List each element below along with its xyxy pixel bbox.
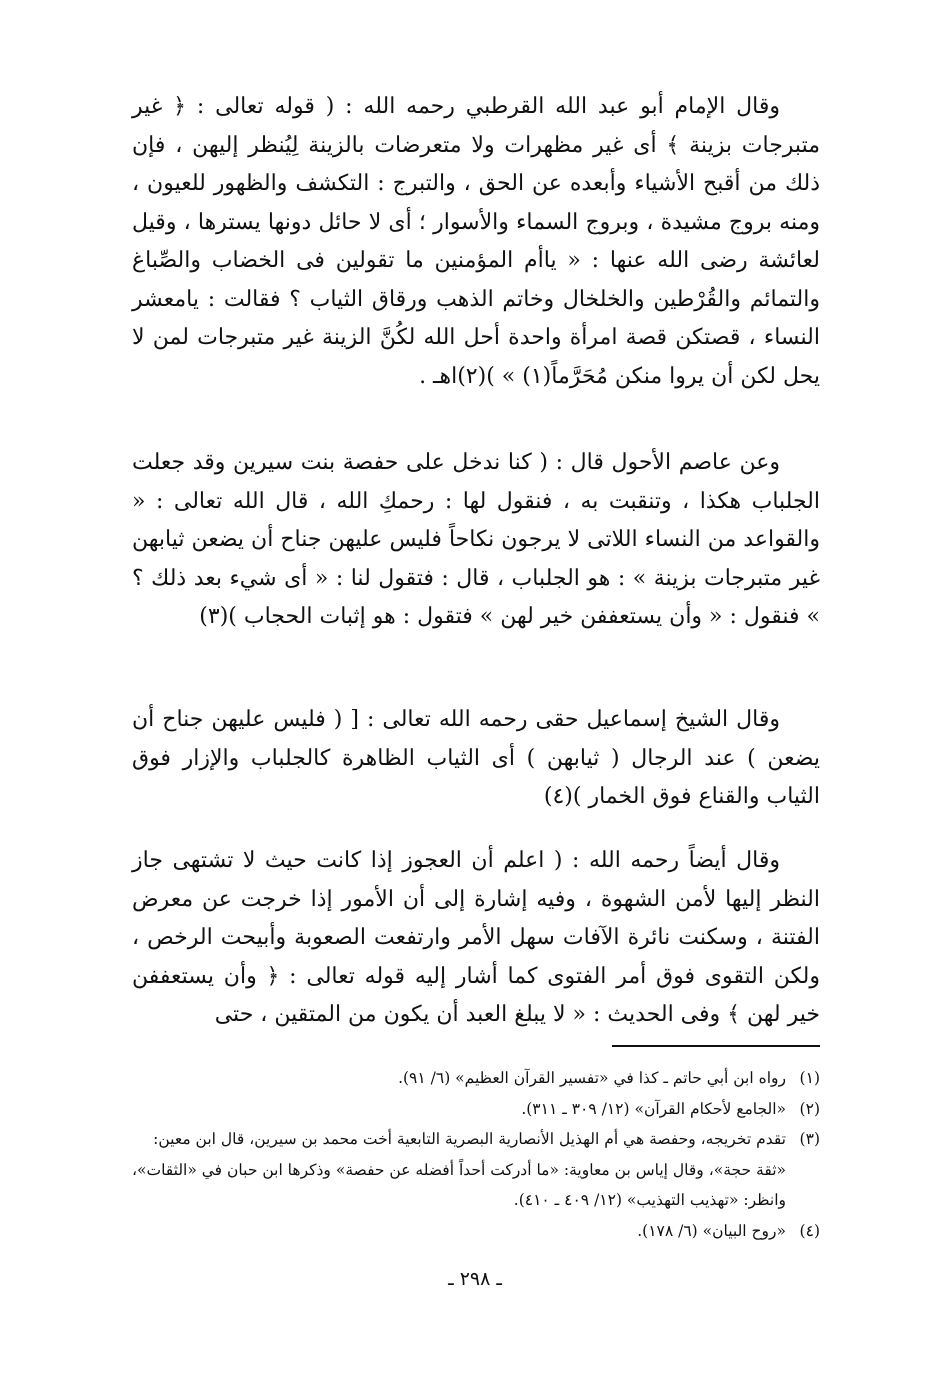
footnote-number: (٢) [799, 1099, 820, 1118]
footnote-text: رواه ابن أبي حاتم ـ كذا في «تفسير القرآن العظيم» (٦/ ٩١). [398, 1069, 786, 1087]
paragraph-ismail-haqqi: وقال الشيخ إسماعيل حقى رحمه الله تعالى : [ ( فليس عليهن جناح أن يضعن ) عند الرجال ( ثيابهن ) أى الثياب الظاهرة كالجلباب والإزار فوق الثياب والقناع فوق الخمار )(٤) [132, 707, 820, 809]
main-text-paragraph [132, 842, 820, 1035]
paragraph-ismail-haqqi-continued: وقال أيضاً رحمه الله : ( اعلم أن العجوز إذا كانت حيث لا تشتهى جاز النظر إليها لأمن الشهوة ، وفيه إشارة إلى أن الأمور إذا خرجت عن معرض الفتنة ، وسكنت نائرة الآفات سهل الأمر وارتفعت الصعوبة وأبيحت الرخص ، ولكن التقوى فوق أمر الفتوى كما أشار إليه قوله تعالى : ﴿ وأن يستعففن خير لهن ﴾ وفى الحديث : « لا يبلغ العبد أن يكون من المتقين ، حتى [132, 848, 820, 1027]
footnote-divider [612, 1045, 820, 1047]
footnote-text: تقدم تخريجه، وحفصة هي أم الهذيل الأنصارية البصرية التابعية أخت محمد بن سيرين، قال ابن معين: [153, 1130, 786, 1148]
footnote [132, 1063, 820, 1094]
footnote [132, 1216, 820, 1247]
footnote-text: «الجامع لأحكام القرآن» (١٢/ ٣٠٩ ـ ٣١١). [521, 1099, 786, 1118]
paragraph-asim-al-ahwal: وعن عاصم الأحول قال : ( كنا ندخل على حفصة بنت سيرين وقد جعلت الجلباب هكذا ، وتنقبت به ، فنقول لها : رحمكِ الله ، قال الله تعالى : « والقواعد من النساء اللاتى لا يرجون نكاحاً فليس عليهن جناح أن يضعن ثيابهن غير متبرجات بزينة » : هو الجلباب ، قال : فتقول لنا : « أى شيء بعد ذلك ؟ » فنقول : « وأن يستعففن خير لهن » فتقول : هو إثبات الحجاب )(٣) [132, 450, 820, 629]
footnote [132, 1124, 820, 1155]
footnote-continuation: «ثقة حجة»، وقال إياس بن معاوية: «ما أدركت أحداً أفضله عن حفصة» وذكرها ابن حبان في «الثقات»، وانظر: «تهذيب التهذيب» (١٢/ ٤٠٩ ـ ٤١٠). [132, 1160, 786, 1209]
footnote [132, 1094, 820, 1125]
main-text-paragraph [132, 88, 820, 396]
footnote-number: (٣) [799, 1130, 820, 1148]
footnote-number: (١) [799, 1069, 820, 1087]
footnotes-section [132, 1063, 820, 1246]
footnote-number: (٤) [799, 1221, 820, 1240]
page-number: ـ ٢٩٨ ـ [448, 1268, 502, 1290]
main-text-paragraph [132, 444, 820, 637]
paragraph-qurtubi-quote: وقال الإمام أبو عبد الله القرطبي رحمه الله : ( قوله تعالى : ﴿ غير متبرجات بزينة ﴾ أى غير مظهرات ولا متعرضات بالزينة لِيُنظر إليهن ، فإن ذلك من أقبح الأشياء وأبعده عن الحق ، والتبرج : التكشف والظهور للعيون ، ومنه بروج مشيدة ، وبروج السماء والأسوار ؛ أى لا حائل دونها يسترها ، وقيل لعائشة رضى الله عنها : « ياأم المؤمنين ما تقولين فى الخضاب والصِّباغ والتمائم والقُرْطين والخلخال وخاتم الذهب ورقاق الثياب ؟ فقالت : يامعشر النساء ، قصتكن قصة امرأة واحدة أحل الله لكُنَّ الزينة غير متبرجات لمن لا يحل لكن أن يروا منكن مُحَرَّماً(١) » )(٢)اهـ . [132, 94, 820, 389]
main-text-paragraph [132, 701, 820, 817]
footnote-text: «روح البيان» (٦/ ١٧٨). [637, 1221, 786, 1240]
